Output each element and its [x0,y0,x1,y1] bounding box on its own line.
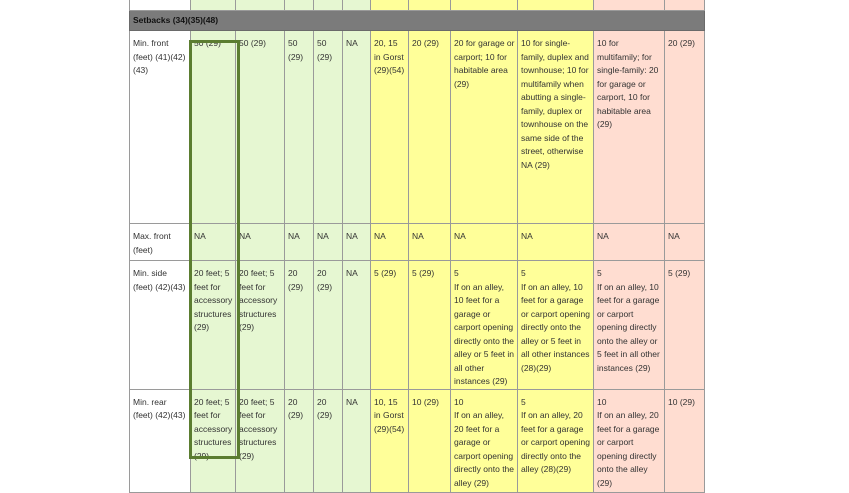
table-cell [130,0,191,11]
table-cell: 20 feet; 5 feet for accessory structures (29) [236,389,285,492]
table-cell: 50 (29) [314,31,343,224]
table-cell: 20, 15 in Gorst (29)(54) [371,31,409,224]
table-cell: 5 (29) [409,261,451,390]
table-cell [285,0,314,11]
table-cell: 5 If on an alley, 20 feet for a garage or carport opening directly onto the alley (28)(29) [518,389,594,492]
table-cell: 5 (29) [371,261,409,390]
table-cell: 10 (29) [409,389,451,492]
table-cell [236,0,285,11]
table-cell: NA [343,31,371,224]
table-cell: 10 If on an alley, 20 feet for a garage or carport opening directly onto the alley (29) [451,389,518,492]
table-cell [371,0,409,11]
table-cell: NA [594,224,665,261]
table-cell: 20 feet; 5 feet for accessory structures (29) [191,389,236,492]
table-cell: NA [409,224,451,261]
table-cell [665,0,705,11]
table-cell: 10 for multifamily; for single-family: 20 for garage or carport, 10 for habitable area (29) [594,31,665,224]
table-cell: 20 (29) [285,389,314,492]
table-cell: 50 (29) [285,31,314,224]
table-cell: NA [451,224,518,261]
section-title: Setbacks (34)(35)(48) [130,11,705,31]
table-cell: 10 for single-family, duplex and townhouse; 10 for multifamily when abutting a single-family, duplex or townhouse on the same side of the street, otherwise NA (29) [518,31,594,224]
table-cell: NA [191,224,236,261]
table-cell: 5 If on an alley, 10 feet for a garage or carport opening directly onto the alley or 5 feet in all other instances (29) [594,261,665,390]
setbacks-table [129,0,705,493]
table-cell: 20 (29) [665,31,705,224]
table-cell: 20 for garage or carport; 10 for habitable area (29) [451,31,518,224]
table-cell: 10, 15 in Gorst (29)(54) [371,389,409,492]
table-cell: 20 feet; 5 feet for accessory structures (29) [236,261,285,390]
table-cell: NA [236,224,285,261]
section-header-row [130,11,705,31]
table-cell: 10 If on an alley, 20 feet for a garage or carport opening directly onto the alley (29) [594,389,665,492]
table-row-min-rear [130,389,705,492]
table-cell: 20 feet; 5 feet for accessory structures (29) [191,261,236,390]
table-cell: NA [343,261,371,390]
table-cell: 20 (29) [409,31,451,224]
row-label: Min. front (feet) (41)(42)(43) [130,31,191,224]
table-cell: 5 If on an alley, 10 feet for a garage or carport opening directly onto the alley or 5 feet in all other instances (28)(29) [518,261,594,390]
table-cell: 50 (29) [191,31,236,224]
table-body [130,0,705,492]
table-cell: NA [665,224,705,261]
table-row-min-front [130,31,705,224]
table-cell: 50 (29) [236,31,285,224]
table-cell: NA [518,224,594,261]
table-cell: NA [371,224,409,261]
table-cell: 5 (29) [665,261,705,390]
table-cell [409,0,451,11]
table-cell [518,0,594,11]
table-cell: NA [285,224,314,261]
table-row-max-front [130,224,705,261]
table-cell [594,0,665,11]
table-cell: 10 (29) [665,389,705,492]
table-cell: 20 (29) [314,389,343,492]
table-cell: NA [343,224,371,261]
table-cell: NA [343,389,371,492]
row-label: Min. side (feet) (42)(43) [130,261,191,390]
table-cell [191,0,236,11]
row-label: Min. rear (feet) (42)(43) [130,389,191,492]
table-cell [451,0,518,11]
table-cell: 20 (29) [285,261,314,390]
table-cell: 5 If on an alley, 10 feet for a garage or carport opening directly onto the alley or 5 feet in all other instances (29) [451,261,518,390]
row-label: Max. front (feet) [130,224,191,261]
table-row-continuation [130,0,705,11]
table-cell: NA [314,224,343,261]
table-cell [343,0,371,11]
table-row-min-side [130,261,705,390]
table-cell: 20 (29) [314,261,343,390]
table-cell [314,0,343,11]
